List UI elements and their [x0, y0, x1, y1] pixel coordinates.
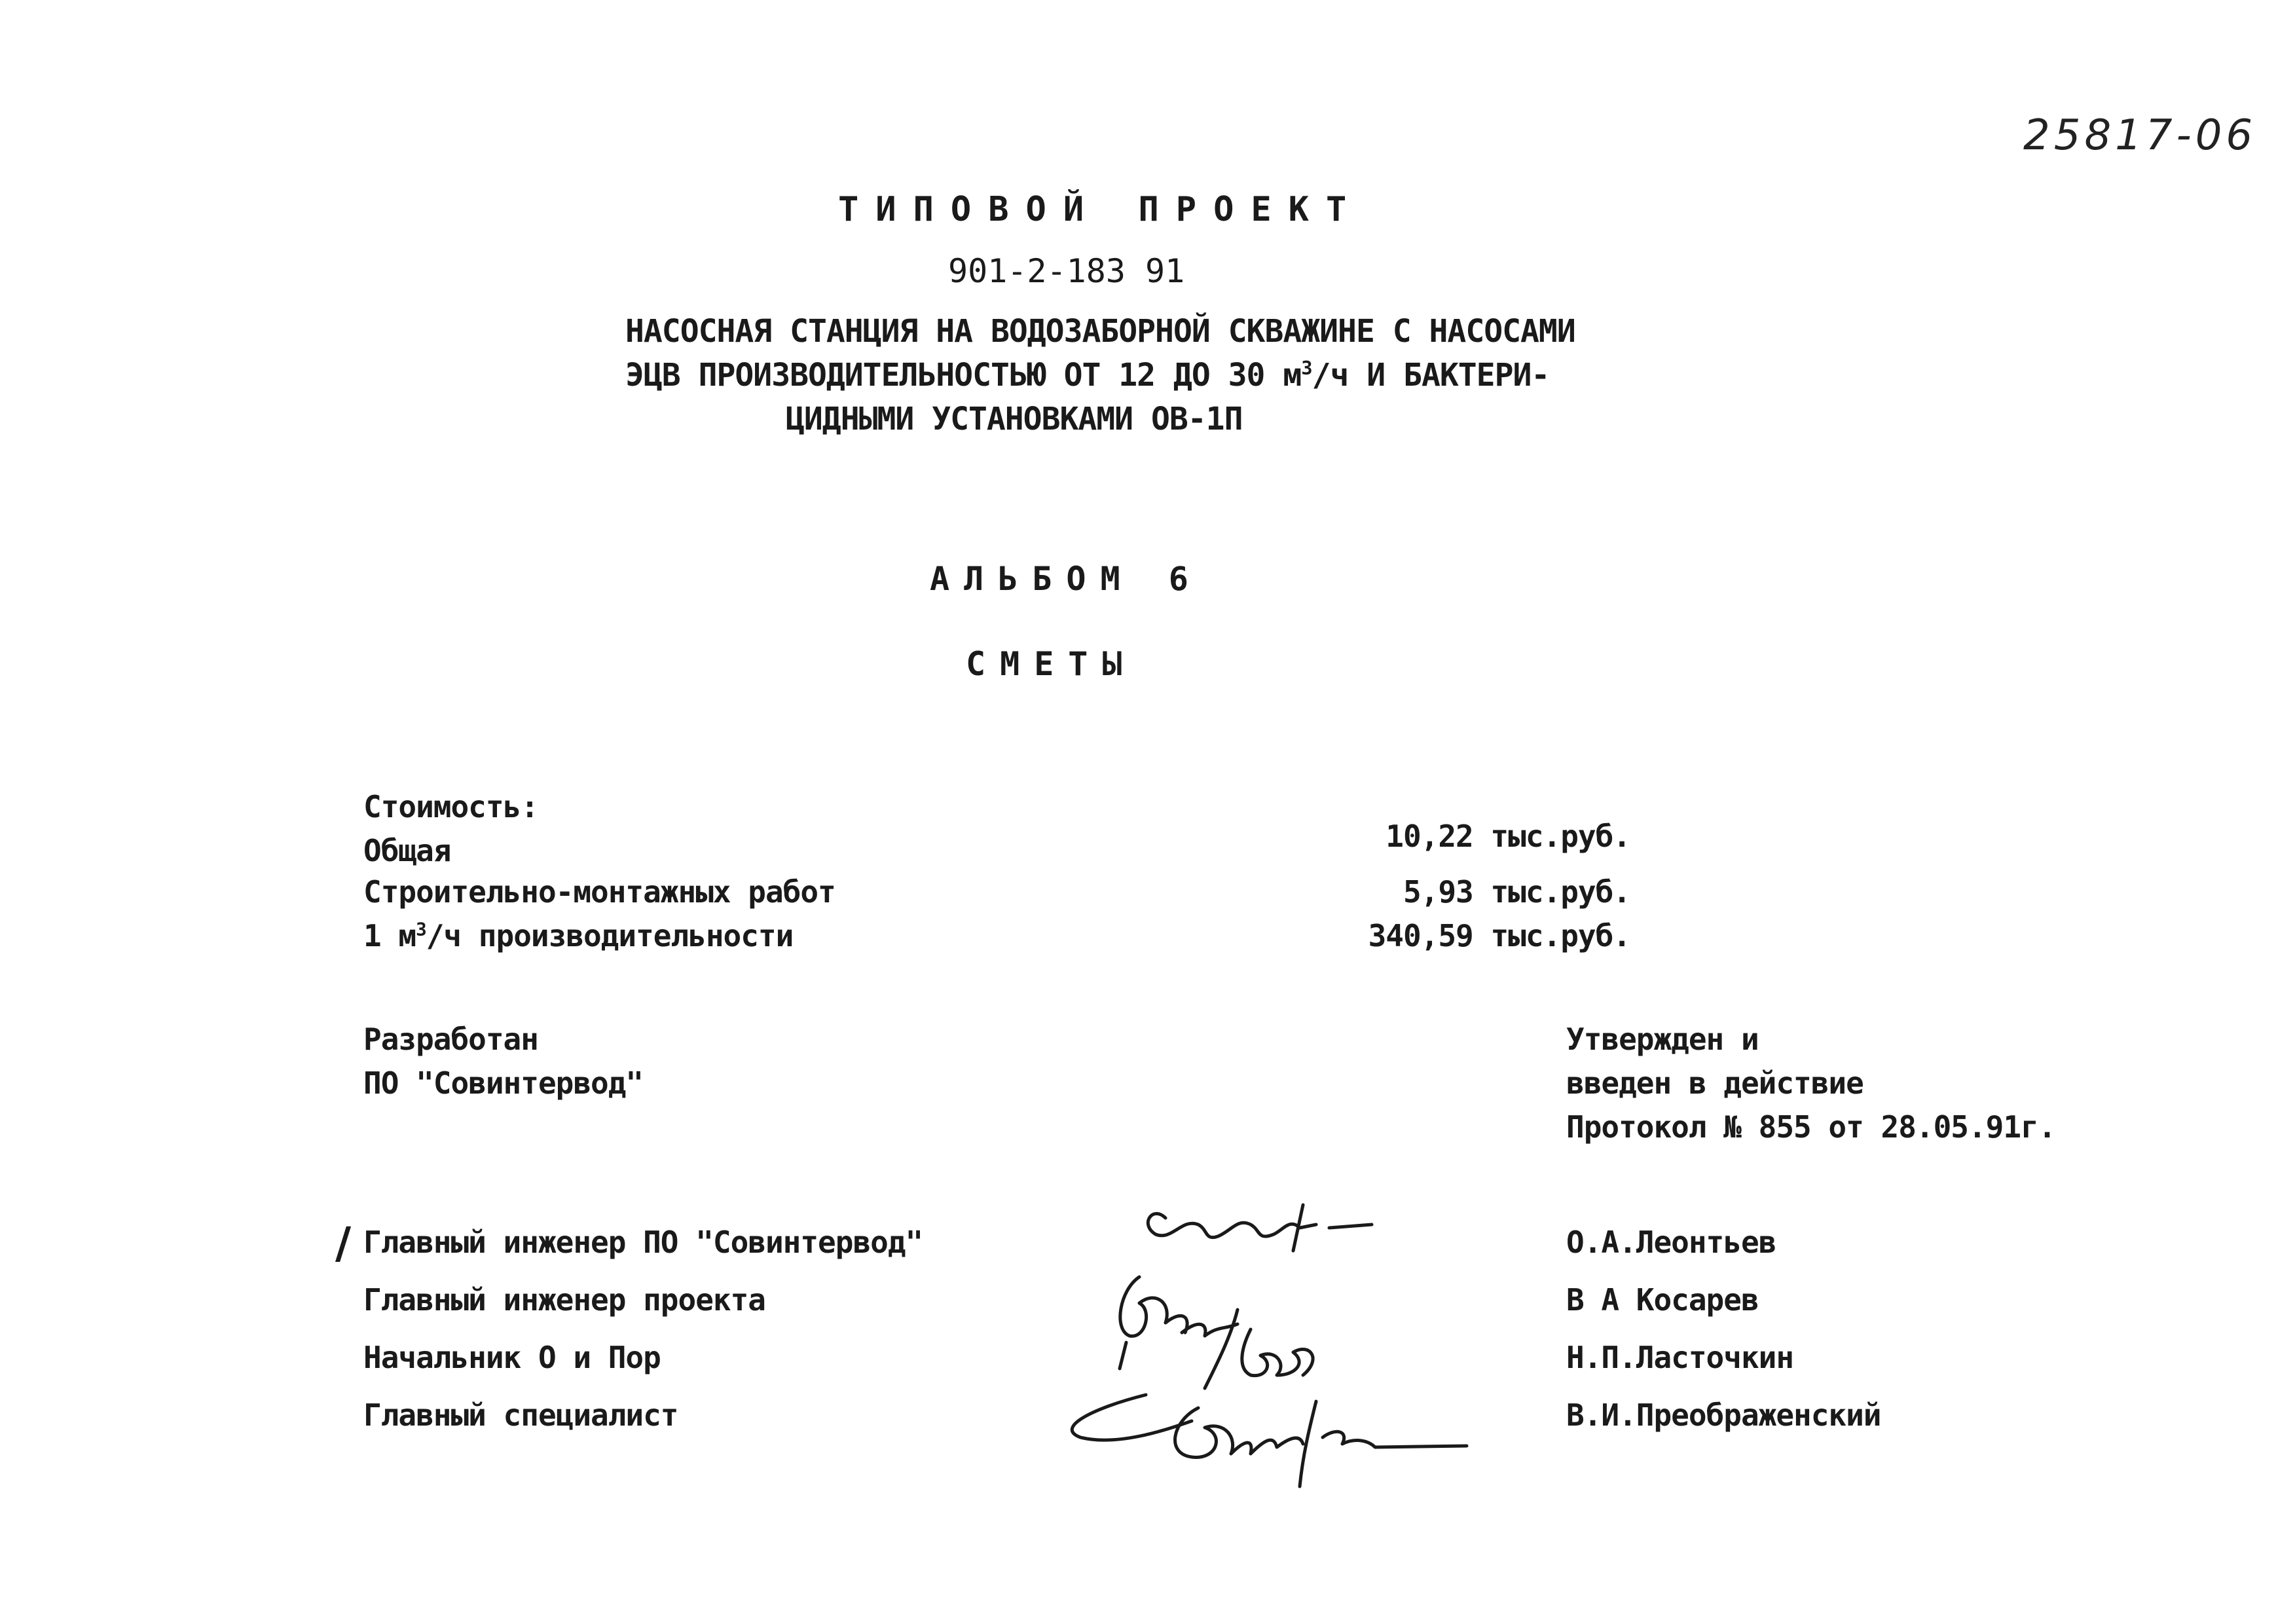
document-kind: ТИПОВОЙ ПРОЕКТ — [838, 190, 1364, 229]
signatory-role-1: Главный инженер ПО "Совинтервод" — [363, 1225, 923, 1260]
cost-value-construction: 5,93 тыс.руб. — [1403, 874, 1630, 910]
developed-line-1: Разработан — [363, 1022, 538, 1057]
project-title-line-3: ЦИДНЫМИ УСТАНОВКАМИ ОВ-1П — [786, 401, 1243, 437]
signatory-name-1: О.А.Леонтьев — [1566, 1225, 1776, 1260]
signatory-name-2: В А Косарев — [1566, 1282, 1759, 1318]
signatory-role-2: Главный инженер проекта — [363, 1282, 765, 1318]
per-capacity-sup: 3 — [416, 918, 426, 940]
signatory-role-4: Главный специалист — [363, 1397, 678, 1433]
album-name: АЛЬБОМ 6 — [930, 560, 1203, 598]
signature-1 — [1148, 1205, 1372, 1251]
cost-value-per-capacity: 340,59 тыс.руб. — [1368, 918, 1630, 953]
cost-heading: Стоимость: — [363, 789, 538, 824]
title-line-2-start: ЭЦВ ПРОИЗВОДИТЕЛЬНОСТЬЮ ОТ 12 ДО 30 м — [625, 357, 1302, 394]
approved-line-1: Утвержден и — [1566, 1022, 1759, 1057]
cost-label-construction: Строительно-монтажных работ — [363, 874, 835, 910]
signatory-name-4: В.И.Преображенский — [1566, 1397, 1881, 1433]
project-title-line-1: НАСОСНАЯ СТАНЦИЯ НА ВОДОЗАБОРНОЙ СКВАЖИНЕ С НАСОСАМИ — [625, 313, 1575, 350]
approved-line-3: Протокол № 855 от 28.05.91г. — [1566, 1109, 2056, 1145]
cost-label-per-capacity — [363, 918, 793, 953]
album-subject: СМЕТЫ — [966, 645, 1137, 683]
archive-number: 25817-06 — [2023, 111, 2257, 160]
per-capacity-start: 1 м — [363, 918, 416, 953]
title-cubic-sup: 3 — [1301, 357, 1312, 379]
approved-line-2: введен в действие — [1566, 1065, 1864, 1101]
cost-label-total: Общая — [363, 833, 451, 868]
developed-line-2: ПО "Совинтервод" — [363, 1065, 644, 1101]
signature-3 — [1205, 1310, 1313, 1388]
margin-slash-mark: / — [335, 1218, 352, 1268]
per-capacity-end: /ч производительности — [426, 918, 794, 953]
handwritten-signatures — [1041, 1179, 1486, 1506]
cost-value-total: 10,22 тыс.руб. — [1386, 819, 1630, 854]
project-title-line-2 — [625, 357, 1549, 394]
signatory-name-3: Н.П.Ласточкин — [1566, 1340, 1794, 1375]
title-line-2-end: /ч И БАКТЕРИ- — [1312, 357, 1550, 394]
project-number: 901-2-183 91 — [948, 252, 1185, 290]
signatory-role-3: Начальник О и Пор — [363, 1340, 661, 1375]
signature-4 — [1072, 1395, 1467, 1486]
